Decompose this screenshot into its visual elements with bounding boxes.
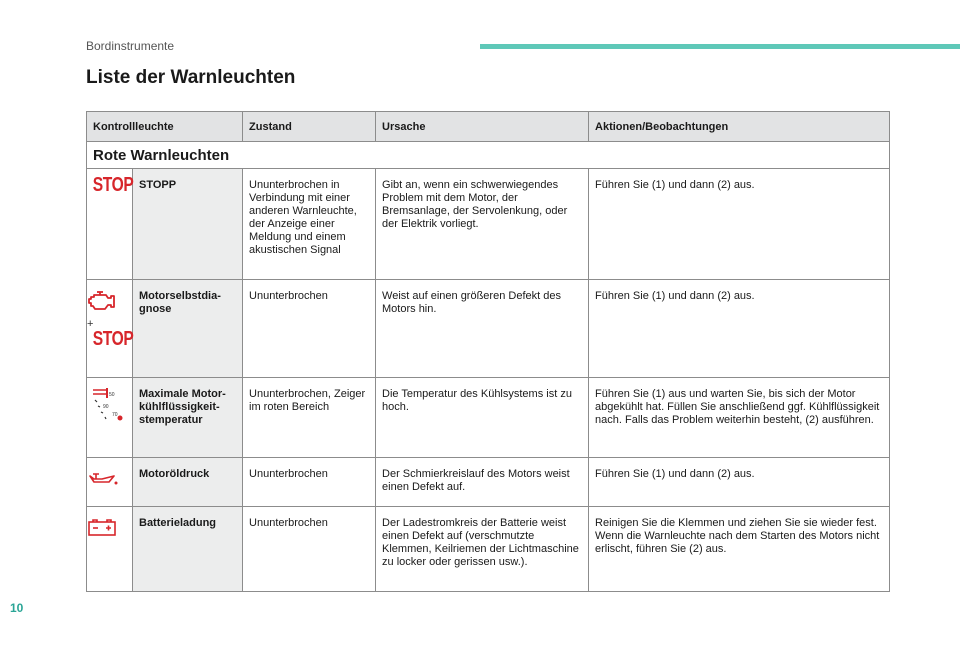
plus-sign: + xyxy=(87,318,94,330)
icon-cell xyxy=(87,169,133,280)
state-text: Ununterbrochen, Zeiger im roten Bereich xyxy=(243,378,376,458)
table-header-row xyxy=(87,112,890,142)
indicator-name: Maximale Motorkühlflüssigkeitstemperatur xyxy=(133,378,243,458)
page-title: Liste der Warnleuchten xyxy=(86,67,296,88)
section-title: Rote Warnleuchten xyxy=(87,142,890,169)
section-label: Bordinstrumente xyxy=(86,39,175,53)
state-text: Ununterbrochen xyxy=(243,458,376,507)
action-text: Führen Sie (1) und dann (2) aus. xyxy=(589,280,890,378)
cause-text: Der Schmierkreislauf des Motors weist einen Defekt auf. xyxy=(376,458,589,507)
engine-diagnosis-icon xyxy=(87,290,117,316)
column-header-actions: Aktionen/Beobachtungen xyxy=(589,112,890,142)
state-text: Ununterbrochen xyxy=(243,280,376,378)
battery-icon xyxy=(87,517,117,541)
action-text: Führen Sie (1) und dann (2) aus. xyxy=(589,169,890,280)
icon-cell xyxy=(87,507,133,592)
table-row xyxy=(87,169,890,280)
icon-cell xyxy=(87,280,133,378)
stop-icon: STOP xyxy=(92,174,134,196)
indicator-name: Batterieladung xyxy=(133,507,243,592)
indicator-name: STOPP xyxy=(133,169,243,280)
action-text: Führen Sie (1) und dann (2) aus. xyxy=(589,458,890,507)
indicator-name: Motorselbstdiagnose xyxy=(133,280,243,378)
column-header-state: Zustand xyxy=(243,112,376,142)
state-text: Ununterbrochen in Verbindung mit einer anderen Warnleuchte, der Anzeige einer Meldung und einem akustischen Signal xyxy=(243,169,376,280)
gauge-label: 50 xyxy=(109,392,115,398)
cause-text: Der Ladestromkreis der Batterie weist einen Defekt auf (verschmutzte Klemmen, Keilriemen der Lichtmaschine zu locker oder gerissen usw.). xyxy=(376,507,589,592)
state-text: Ununterbrochen xyxy=(243,507,376,592)
section-accent-bar xyxy=(480,44,960,49)
coolant-temperature-icon xyxy=(87,384,127,428)
stop-icon: STOP xyxy=(92,328,134,350)
table-row xyxy=(87,507,890,592)
icon-cell xyxy=(87,378,133,458)
cause-text: Weist auf einen größeren Defekt des Motors hin. xyxy=(376,280,589,378)
action-text: Führen Sie (1) aus und warten Sie, bis sich der Motor abgekühlt hat. Füllen Sie anschließend ggf. Kühlflüssigkeit nach. Falls das Problem weiterhin besteht, (2) ausführen. xyxy=(589,378,890,458)
action-text: Reinigen Sie die Klemmen und ziehen Sie sie wieder fest. Wenn die Warnleuchte nach dem Starten des Motors nicht erlischt, führen Sie (2) aus. xyxy=(589,507,890,592)
table-row xyxy=(87,378,890,458)
column-header-cause: Ursache xyxy=(376,112,589,142)
section-row xyxy=(87,142,890,169)
column-header-indicator: Kontrollleuchte xyxy=(87,112,243,142)
oil-pressure-icon xyxy=(87,470,119,492)
cause-text: Gibt an, wenn ein schwerwiegendes Problem mit dem Motor, der Bremsanlage, der Servolenkung, oder der Elektrik vorliegt. xyxy=(376,169,589,280)
table-row xyxy=(87,458,890,507)
table-row xyxy=(87,280,890,378)
gauge-label: 90 xyxy=(103,404,109,410)
warning-lights-table xyxy=(86,111,890,592)
icon-cell xyxy=(87,458,133,507)
page-number: 10 xyxy=(10,601,24,615)
indicator-name: Motoröldruck xyxy=(133,458,243,507)
cause-text: Die Temperatur des Kühlsystems ist zu hoch. xyxy=(376,378,589,458)
gauge-label: 70 xyxy=(112,412,118,418)
